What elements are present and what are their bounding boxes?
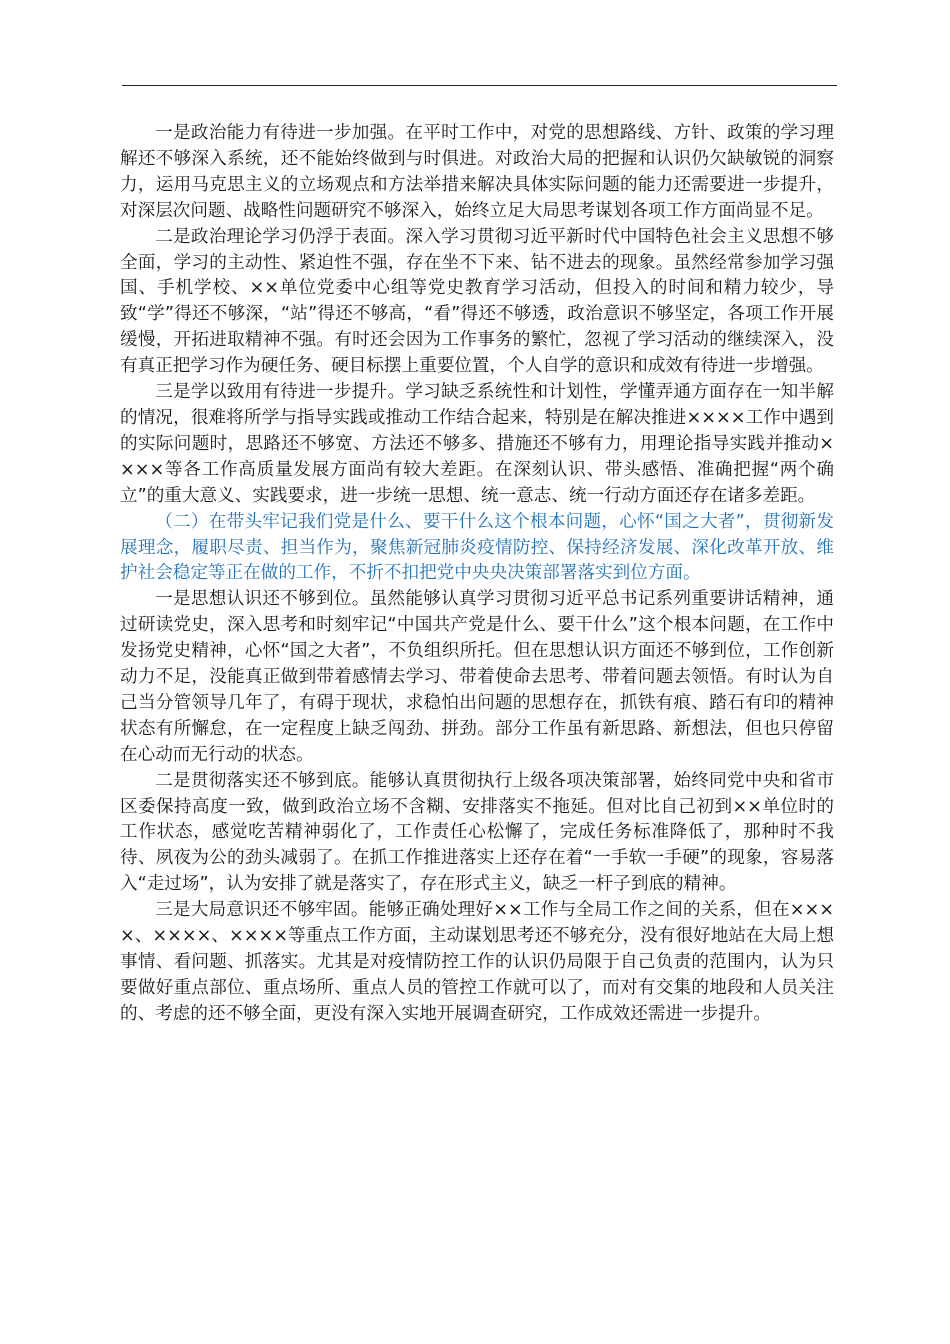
paragraph-apply-learning: 三是学以致用有待进一步提升。学习缺乏系统性和计划性，学懂弄通方面存在一知半解的情况，很难将所学与指导实践或推动工作结合起来，特别是在解决推进××××工作中遇到的实际问题时，思路还不够宽、方法还不够多、措施还不够有力，用理论指导实践并推动××××等各工作高质量发展方面尚有较大差距。在深刻认识、带头感悟、准确把握“两个确立”的重大意义、实践要求，进一步统一思想、统一意志、统一行动方面还存在诸多差距。 (120, 382, 834, 506)
paragraph-theory-study: 二是政治理论学习仍浮于表面。深入学习贯彻习近平新时代中国特色社会主义思想不够全面，学习的主动性、紧迫性不强，存在坐不下来、钻不进去的现象。虽然经常参加学习强国、手机学校、××单位党委中心组等党史教育学习活动，但投入的时间和精力较少，导致“学”得还不够深，“站”得还不够高，“看”得还不够透，政治意识不够坚定，各项工作开展缓慢，开拓进取精神不强。有时还会因为工作事务的繁忙，忽视了学习活动的继续深入，没有真正把学习作为硬任务、硬目标摆上重要位置，个人自学的意识和成效有待进一步增强。 (120, 226, 834, 377)
document-body (120, 121, 834, 1028)
paragraph-ideological-awareness: 一是思想认识还不够到位。虽然能够认真学习贯彻习近平总书记系列重要讲话精神，通过研读党史，深入思考和时刻牢记“中国共产党是什么、要干什么”这个根本问题，在工作中发扬党史精神，心怀“国之大者”，不负组织所托。但在思想认识方面还不够到位，工作创新动力不足，没能真正做到带着感情去学习、带着使命去思考、带着问题去领悟。有时认为自己当分管领导几年了，有碍于现状，求稳怕出问题的思想存在，抓铁有痕、踏石有印的精神状态有所懈怠，在一定程度上缺乏闯劲、拼劲。部分工作虽有新思路、新想法，但也只停留在心动而无行动的状态。 (120, 589, 834, 765)
paragraph-implementation: 二是贯彻落实还不够到底。能够认真贯彻执行上级各项决策部署，始终同党中央和省市区委保持高度一致，做到政治立场不含糊、安排落实不拖延。但对比自己初到××单位时的工作状态，感觉吃苦精神弱化了，工作责任心松懈了，完成任务标准降低了，那种时不我待、夙夜为公的劲头减弱了。在抓工作推进落实上还存在着“一手软一手硬”的现象，容易落入“走过场”，认为安排了就是落实了，存在形式主义，缺乏一杆子到底的精神。 (120, 770, 834, 895)
header-rule (122, 85, 837, 86)
paragraph-political-ability: 一是政治能力有待进一步加强。在平时工作中，对党的思想路线、方针、政策的学习理解还不够深入系统，还不能始终做到与时俱进。对政治大局的把握和认识仍欠缺敏锐的洞察力，运用马克思主义的立场观点和方法举措来解决具体实际问题的能力还需要进一步提升，对深层次问题、战略性问题研究不够深入，始终立足大局思考谋划各项工作方面尚显不足。 (120, 123, 834, 221)
section-heading-2: （二）在带头牢记我们党是什么、要干什么这个根本问题，心怀“国之大者”，贯彻新发展理念，履职尽责、担当作为，聚焦新冠肺炎疫情防控、保持经济发展、深化改革开放、维护社会稳定等正在做的工作，不折不扣把党中央央决策部署落实到位方面。 (120, 511, 834, 584)
paragraph-overall-awareness: 三是大局意识还不够牢固。能够正确处理好××工作与全局工作之间的关系，但在××××、××××、××××等重点工作方面，主动谋划思考还不够充分，没有很好地站在大局上想事情、看问题、抓落实。尤其是对疫情防控工作的认识仍局限于自己负责的范围内，认为只要做好重点部位、重点场所、重点人员的管控工作就可以了，而对有交集的地段和人员关注的、考虑的还不够全面，更没有深入实地开展调查研究，工作成效还需进一步提升。 (120, 900, 834, 1024)
